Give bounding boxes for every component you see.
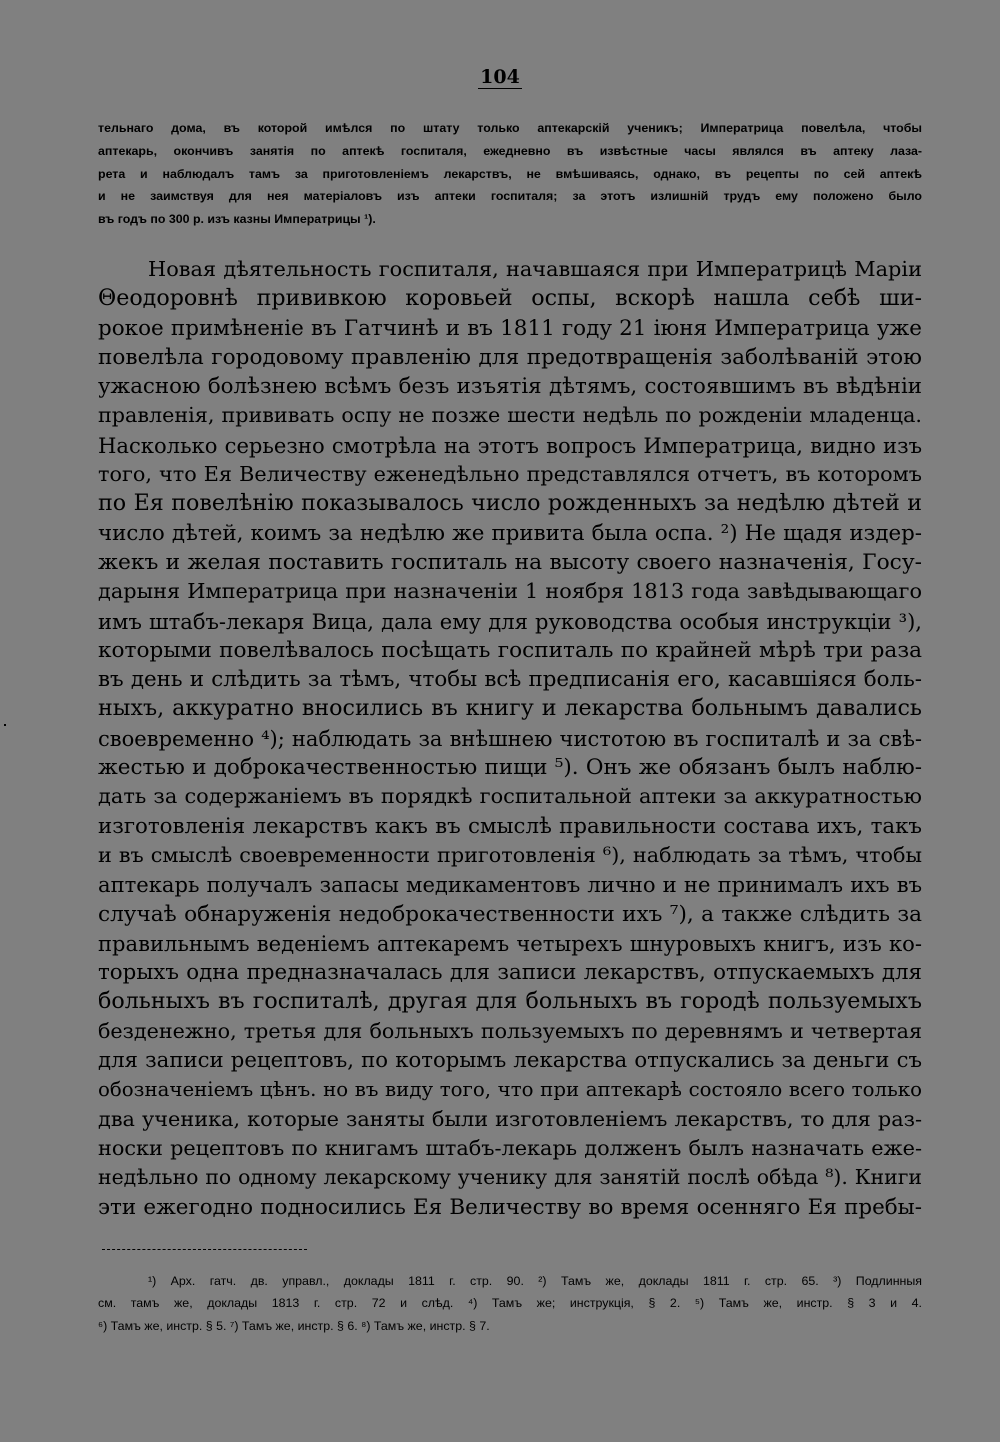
text-line: рокое примѣненіе въ Гатчинѣ и въ 1811 году 21 іюня Императрица уже — [98, 315, 922, 341]
text-line: своевременно ⁴); наблюдать за внѣшнею чистотою въ госпиталѣ и за свѣ- — [98, 725, 922, 751]
footnotes — [98, 1270, 922, 1337]
main-paragraph — [98, 255, 922, 1222]
text-line: ныхъ, аккуратно вносились въ книгу и лекарства больнымъ давались — [98, 695, 922, 722]
text-line: эти ежегодно подносились Ея Величеству во время осенняго Ея пребы- — [98, 1194, 922, 1220]
margin-mark — [4, 724, 6, 726]
text-line: тельнаго дома, въ которой имѣлся по штату только аптекарскій ученикъ; Императрица повелѣла, чтобы — [98, 121, 922, 135]
text-line: правленія, прививать оспу не позже шести недѣль по рожденіи младенца. — [98, 403, 922, 428]
text-line: ужасною болѣзнею всѣмъ безъ изъятія дѣтямъ, состоявшимъ въ вѣдѣніи — [98, 374, 922, 400]
text-line: два ученика, которые заняты были изготовленіемъ лекарствъ, то для раз- — [98, 1106, 922, 1131]
text-line: въ годъ по 300 р. изъ казны Императрицы ¹). — [98, 212, 376, 227]
text-line: имъ штабъ-лекаря Вица, дала ему для руководства особыя инструкціи ³), — [98, 608, 922, 634]
text-line: изготовленія лекарствъ какъ въ смыслѣ правильности состава ихъ, такъ — [98, 813, 922, 839]
text-line: въ день и слѣдить за тѣмъ, чтобы всѣ предписанія его, касавшіяся боль- — [98, 667, 922, 693]
text-line: торыхъ одна предназначалась для записи лекарствъ, отпускаемыхъ для — [98, 960, 922, 986]
text-line: случаѣ обнаруженія недоброкачественности ихъ ⁷), а также слѣдить за — [98, 901, 922, 927]
text-line: того, что Ея Величеству еженедѣльно представлялся отчетъ, въ которомъ — [98, 462, 922, 487]
text-line: правильнымъ веденіемъ аптекаремъ четырехъ шнуровыхъ книгъ, изъ ко- — [98, 930, 922, 956]
text-line: рета и наблюдалъ тамъ за приготовленіемъ лекарствъ, не вмѣшиваясь, однако, въ рецепты по сей аптекѣ — [98, 166, 922, 181]
text-line: Θеодоровнѣ прививкою коровьей оспы, вскорѣ нашла себѣ ши- — [98, 285, 922, 312]
footnote-line: ¹) Арх. гатч. дв. управл., доклады 1811 г. стр. 90. ²) Тамъ же, доклады 1811 г. стр. 65. ³) Подлинныя — [148, 1274, 922, 1288]
text-line: обозначеніемъ цѣнъ. но въ виду того, что при аптекарѣ состояло всего только — [98, 1078, 922, 1102]
text-line: число дѣтей, коимъ за недѣлю же привита была оспа. ²) Не щадя издер- — [98, 520, 922, 546]
text-line: больныхъ въ госпиталѣ, другая для больныхъ въ городѣ пользуемыхъ — [98, 988, 922, 1015]
text-line: для записи рецептовъ, по которымъ лекарства отпускались за деньги съ — [98, 1048, 922, 1074]
text-line: и въ смыслѣ своевременности приготовленія ⁶), наблюдать за тѣмъ, чтобы — [98, 842, 922, 867]
page-number: 104 — [480, 66, 520, 88]
text-line: недѣльно по одному лекарскому ученику для занятій послѣ обѣда ⁸). Книги — [98, 1165, 922, 1190]
text-line: дарыня Императрица при назначеніи 1 ноября 1813 года завѣдывающаго — [98, 579, 922, 604]
footnote-line: ⁶) Тамъ же, инстр. § 5. ⁷) Тамъ же, инстр. § 6. ⁸) Тамъ же, инстр. § 7. — [98, 1318, 490, 1333]
text-line: Новая дѣятельность госпиталя, начавшаяся при Императрицѣ Маріи — [148, 257, 922, 281]
text-line: повелѣла городовому правленію для предотвращенія заболѣваній этою — [98, 344, 922, 370]
text-line: и не заимствуя для нея матеріаловъ изъ аптеки госпиталя; за этотъ излишній трудъ ему положено было — [98, 189, 922, 204]
text-line: дать за содержаніемъ въ порядкѣ госпитальной аптеки за аккуратностью — [98, 784, 922, 809]
text-line: жекъ и желая поставить госпиталь на высоту своего назначенія, Госу- — [98, 549, 922, 575]
text-line: безденежно, третья для больныхъ пользуемыхъ по деревнямъ и четвертая — [98, 1018, 922, 1043]
text-line: жестью и доброкачественностью пищи ⁵). Онъ же обязанъ былъ наблю- — [98, 755, 922, 781]
footnote-line: см. тамъ же, доклады 1813 г. стр. 72 и слѣд. ⁴) Тамъ же; инструкція, § 2. ⁵) Тамъ же, инстр. § 3 и 4. — [98, 1296, 922, 1311]
continued-footnote-text — [98, 117, 922, 231]
text-line: Насколько серьезно смотрѣла на этотъ вопросъ Императрица, видно изъ — [98, 432, 922, 458]
text-line: носки рецептовъ по книгамъ штабъ-лекарь долженъ былъ назначать еже- — [98, 1135, 922, 1160]
footnote-divider — [102, 1249, 307, 1250]
text-line: по Ея повелѣнію показывалось число рожденныхъ за недѣлю дѣтей и — [98, 490, 922, 517]
text-line: аптекарь получалъ запасы медикаментовъ лично и не принималъ ихъ въ — [98, 872, 922, 898]
text-line: аптекарь, окончивъ занятія по аптекѣ госпиталя, ежедневно въ извѣстные часы являлся въ аптеку лаза- — [98, 143, 922, 158]
text-line: которыми повелѣвалось посѣщать госпиталь по крайней мѣрѣ три раза — [98, 637, 922, 663]
